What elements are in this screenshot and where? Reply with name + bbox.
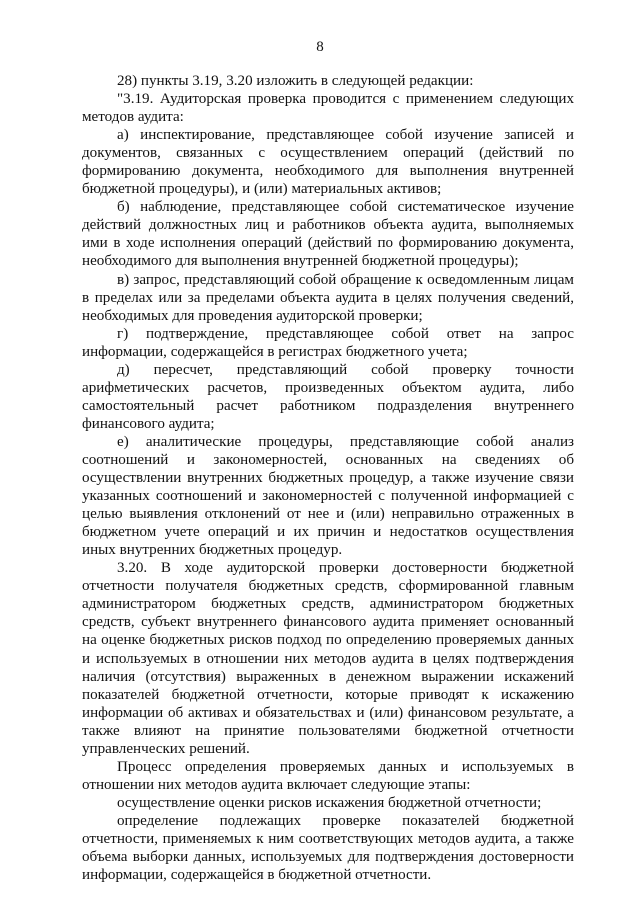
method-e-analytical: е) аналитические процедуры, представляющие собой анализ соотношений и закономерностей, основанных на сведениях об осуществлении внутренних бюджетных процедур, а также изучение связи указанных соотношений и закономерностей с полученной информацией с целью выявления отклонений от нее и (или) неправильно отраженных в бюджетном учете операций и их причин и недостатков осуществления иных внутренних бюджетных процедур.: [82, 433, 574, 559]
clause-3-19-heading: "3.19. Аудиторская проверка проводится с применением следующих методов аудита:: [82, 91, 574, 126]
clause-3-20: 3.20. В ходе аудиторской проверки достоверности бюджетной отчетности получателя бюджетных средств, сформированной главным администратором бюджетных средств, администратором бюджетных средств, субъект внутреннего финансового аудита применяет основанный на оценке бюджетных рисков подход по определению проверяемых данных и используемых в отношении них методов аудита в целях подтверждения наличия (отсутствия) выраженных в денежном выражении искажений показателей бюджетной отчетности, которые приводят к искажению информации об активах и обязательствах и (или) финансовом результате, а также влияют на принятие пользователями бюджетной отчетности управленческих решений.: [82, 560, 574, 757]
document-body: [82, 72, 574, 884]
method-v-inquiry: в) запрос, представляющий собой обращение к осведомленным лицам в пределах или за пределами объекта аудита в целях получения сведений, необходимых для проведения аудиторской проверки;: [82, 271, 574, 324]
method-a-inspection: а) инспектирование, представляющее собой изучение записей и документов, связанных с осуществлением операций (действий по формированию документа, необходимого для выполнения внутренней бюджетной процедуры), и (или) материальных активов;: [82, 127, 574, 198]
method-d-recalculation: д) пересчет, представляющий собой проверку точности арифметических расчетов, произведенных объектом аудита, либо самостоятельный расчет работником подразделения внутреннего финансового аудита;: [82, 361, 574, 432]
process-description: Процесс определения проверяемых данных и используемых в отношении них методов аудита включает следующие этапы:: [82, 758, 574, 793]
method-b-observation: б) наблюдение, представляющее собой систематическое изучение действий должностных лиц и работников объекта аудита, выполняемых ими в ходе исполнения операций (действий по формированию документа, необходимого для выполнения внутренней бюджетной процедуры);: [82, 199, 574, 270]
amendment-intro: 28) пункты 3.19, 3.20 изложить в следующей редакции:: [117, 73, 474, 89]
method-g-confirmation: г) подтверждение, представляющее собой ответ на запрос информации, содержащейся в регистрах бюджетного учета;: [82, 325, 574, 360]
page-number: 8: [316, 39, 324, 55]
stage-determination: определение подлежащих проверке показателей бюджетной отчетности, применяемых к ним соответствующих методов аудита, а также объема выборки данных, используемых для подтверждения достоверности информации, содержащейся в бюджетной отчетности.: [82, 812, 574, 884]
stage-risk-assessment: осуществление оценки рисков искажения бюджетной отчетности;: [117, 794, 542, 811]
